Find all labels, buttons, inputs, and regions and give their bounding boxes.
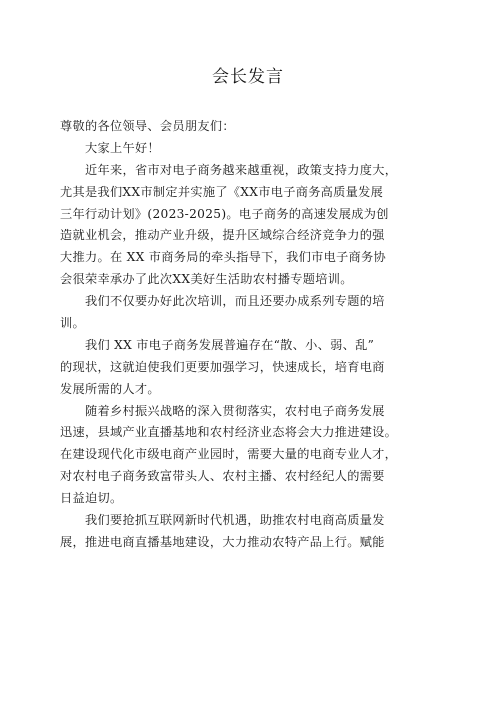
paragraph-4 xyxy=(60,401,440,510)
paragraph-line: 在建设现代化市级电商产业园时，需要大量的电商专业人才， xyxy=(60,447,398,462)
paragraph-line: 三年行动计划》(2023-2025)。电子商务的高速发展成为创 xyxy=(60,206,389,221)
paragraph-line: 发展所需的人才。 xyxy=(60,381,160,396)
paragraph-line: 我们要抢抓互联网新时代机遇，助推农村电商高质量发 xyxy=(85,513,385,528)
paragraph-1 xyxy=(60,160,440,291)
paragraph-line: 迅速，县域产业直播基地和农村经济业态将会大力推进建设。 xyxy=(60,425,398,440)
paragraph-line: 训。 xyxy=(60,316,85,331)
salutation: 尊敬的各位领导、会员朋友们： xyxy=(60,119,235,133)
paragraph-line: 大推力。在 XX 市商务局的牵头指导下，我们市电子商务协 xyxy=(60,250,387,265)
paragraph-line: 会很荣幸承办了此次XX美好生活助农村播专题培训。 xyxy=(60,272,353,287)
paragraph-3 xyxy=(60,335,440,401)
paragraph-line: 随着乡村振兴战略的深入贯彻落实，农村电子商务发展 xyxy=(85,403,385,418)
paragraph-line: 对农村电子商务致富带头人、农村主播、农村经纪人的需要 xyxy=(60,469,385,484)
paragraph-line: 造就业机会，推动产业升级，提升区域综合经济竞争力的强 xyxy=(60,228,385,243)
paragraph-line: 近年来，省市对电子商务越来越重视，政策支持力度大， xyxy=(85,162,398,177)
greeting: 大家上午好！ xyxy=(85,140,160,155)
paragraph-line: 我们 XX 市电子商务发展普遍存在“散、小、弱、乱” xyxy=(85,337,375,352)
paragraph-5 xyxy=(60,510,440,554)
paragraph-line: 我们不仅要办好此次培训，而且还要办成系列专题的培 xyxy=(85,294,385,309)
document-body xyxy=(60,116,440,554)
paragraph-line: 的现状，这就迫使我们更要加强学习，快速成长，培育电商 xyxy=(60,359,385,374)
document-title: 会长发言 xyxy=(212,67,284,87)
paragraph-line: 尤其是我们XX市制定并实施了《XX市电子商务高质量发展 xyxy=(60,184,384,199)
paragraph-line: 展，推进电商直播基地建设，大力推动农特产品上行。赋能 xyxy=(60,534,385,549)
paragraph-line: 日益迫切。 xyxy=(60,491,123,506)
paragraph-2 xyxy=(60,291,440,335)
